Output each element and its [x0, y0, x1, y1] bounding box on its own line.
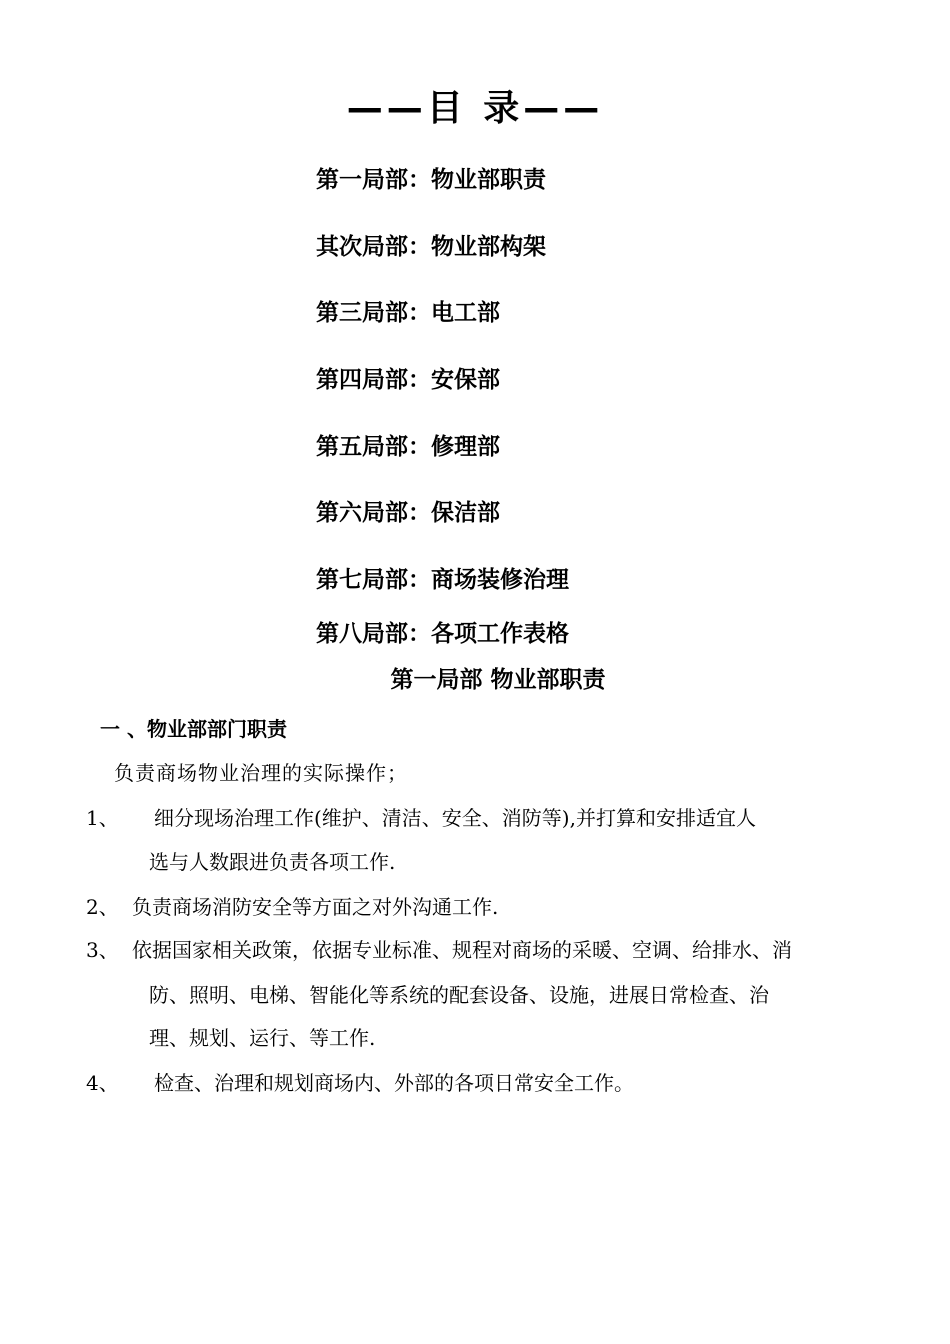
item-number-1: 1、	[86, 806, 119, 830]
item-1-line-1: 细分现场治理工作(维护、清洁、安全、消防等),并打算和安排适宜人	[154, 806, 756, 830]
section-title: 第一局部 物业部职责	[390, 667, 606, 693]
sub-heading: 一 、物业部部门职责	[100, 717, 287, 741]
toc-item-3: 第三局部：电工部	[316, 300, 500, 326]
item-3-line-1: 依据国家相关政策，依据专业标准、规程对商场的采暖、空调、给排水、消	[132, 938, 792, 962]
toc-title: ——目 录——	[346, 88, 604, 129]
item-3-line-3: 理、规划、运行、等工作.	[149, 1026, 376, 1050]
intro-paragraph: 负责商场物业治理的实际操作；	[114, 761, 408, 785]
toc-item-1: 第一局部：物业部职责	[316, 167, 546, 193]
item-number-3: 3、	[86, 938, 119, 962]
item-number-2: 2、	[86, 895, 119, 919]
toc-item-6: 第六局部：保洁部	[316, 500, 500, 526]
toc-item-8: 第八局部：各项工作表格	[316, 621, 569, 647]
item-4-line-1: 检查、治理和规划商场内、外部的各项日常安全工作。	[154, 1071, 634, 1095]
toc-item-7: 第七局部：商场装修治理	[316, 567, 569, 593]
item-1-line-2: 选与人数跟进负责各项工作.	[149, 850, 396, 874]
item-3-line-2: 防、照明、电梯、智能化等系统的配套设备、设施，进展日常检查、治	[149, 983, 769, 1007]
item-number-4: 4、	[86, 1071, 119, 1095]
item-2-line-1: 负责商场消防安全等方面之对外沟通工作.	[132, 895, 499, 919]
toc-item-4: 第四局部：安保部	[316, 367, 500, 393]
toc-item-5: 第五局部：修理部	[316, 434, 500, 460]
toc-item-2: 其次局部：物业部构架	[316, 234, 546, 260]
